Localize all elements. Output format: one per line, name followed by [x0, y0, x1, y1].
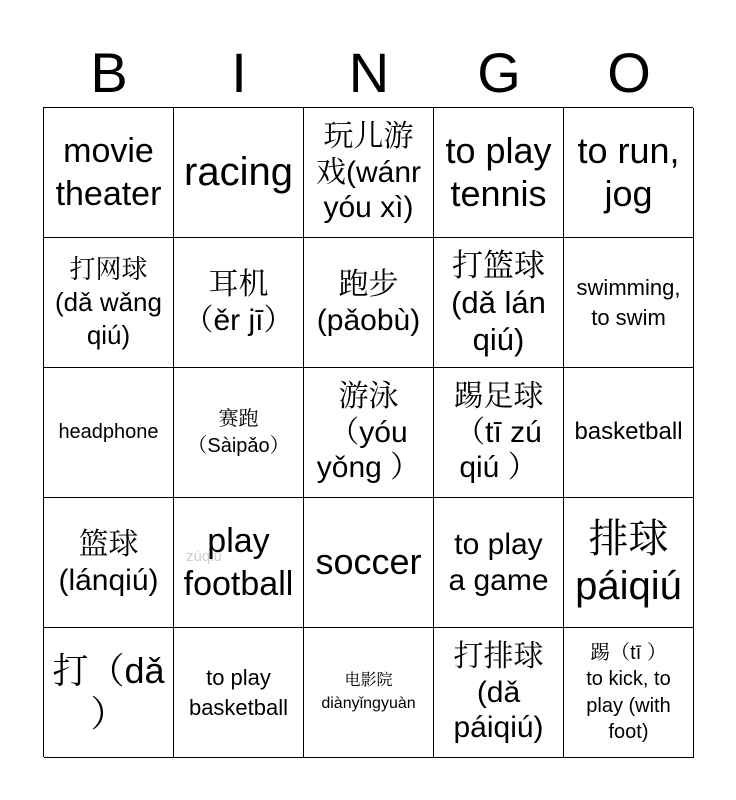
cell-text: to play tennis: [445, 130, 552, 214]
bingo-cell[interactable]: [434, 238, 564, 368]
watermark-text: zúqiú: [186, 548, 222, 565]
cell-text: 玩儿游 戏(wánr yóu xì): [315, 120, 421, 225]
cell-text: 耳机 （ěr jī）: [183, 268, 294, 337]
bingo-cell[interactable]: [564, 368, 694, 498]
cell-text: 游泳 （yóu yǒng ）: [316, 380, 421, 485]
bingo-cell[interactable]: [44, 628, 174, 758]
bingo-cell[interactable]: [174, 498, 304, 628]
bingo-cell[interactable]: [44, 108, 174, 238]
cell-text: to run, jog: [577, 130, 680, 214]
header-letter-g: G: [477, 41, 521, 104]
header-letter-i: I: [231, 41, 247, 104]
cell-text: 打排球 (dǎ páiqiú): [453, 640, 544, 745]
bingo-cell[interactable]: [304, 368, 434, 498]
cell-text: 打网球 (dǎ wǎng qiú): [55, 253, 162, 351]
cell-text: play football: [183, 521, 294, 603]
cell-text: movie theater: [55, 131, 162, 213]
cell-text: 跑步 (pǎobù): [316, 268, 421, 337]
bingo-cell[interactable]: [304, 238, 434, 368]
bingo-cell[interactable]: [434, 628, 564, 758]
cell-text: swimming, to swim: [576, 275, 681, 330]
cell-text: 打（dǎ ）: [52, 650, 165, 734]
cell-text: to play basketball: [188, 665, 289, 720]
header-letter-n: N: [348, 41, 390, 104]
bingo-cell[interactable]: [44, 368, 174, 498]
bingo-cell[interactable]: [434, 108, 564, 238]
bingo-cell[interactable]: [44, 238, 174, 368]
bingo-cell[interactable]: [434, 498, 564, 628]
cell-text: headphone: [58, 421, 159, 444]
bingo-cell[interactable]: [174, 368, 304, 498]
bingo-cell[interactable]: [434, 368, 564, 498]
cell-text: 踢（tī ） to kick, to play (with foot): [586, 641, 671, 743]
bingo-cell[interactable]: [44, 498, 174, 628]
cell-text: 排球 páiqiú: [575, 517, 682, 608]
cell-text: 打篮球 (dǎ lán qiú): [451, 247, 546, 358]
cell-text: 篮球 (lánqiú): [58, 528, 159, 597]
cell-text: 赛跑 （Sàipǎo）: [187, 408, 290, 457]
bingo-cell[interactable]: [304, 108, 434, 238]
cell-text: basketball: [574, 418, 683, 446]
bingo-cell[interactable]: [304, 498, 434, 628]
header-letter-o: O: [607, 41, 651, 104]
bingo-header: [44, 40, 694, 106]
cell-text: racing: [184, 150, 293, 195]
cell-text: 电影院 diànyǐngyuàn: [321, 672, 416, 712]
cell-text: soccer: [315, 541, 422, 583]
bingo-grid: [43, 107, 693, 757]
bingo-cell[interactable]: [564, 498, 694, 628]
cell-text: 踢足球 （tī zú qiú ）: [453, 380, 544, 485]
bingo-cell[interactable]: [174, 238, 304, 368]
bingo-cell[interactable]: [564, 628, 694, 758]
cell-text: to play a game: [448, 528, 549, 597]
bingo-cell[interactable]: [174, 108, 304, 238]
bingo-cell[interactable]: [174, 628, 304, 758]
header-letter-b: B: [90, 41, 128, 104]
bingo-cell[interactable]: [564, 108, 694, 238]
bingo-cell[interactable]: [304, 628, 434, 758]
bingo-cell[interactable]: [564, 238, 694, 368]
